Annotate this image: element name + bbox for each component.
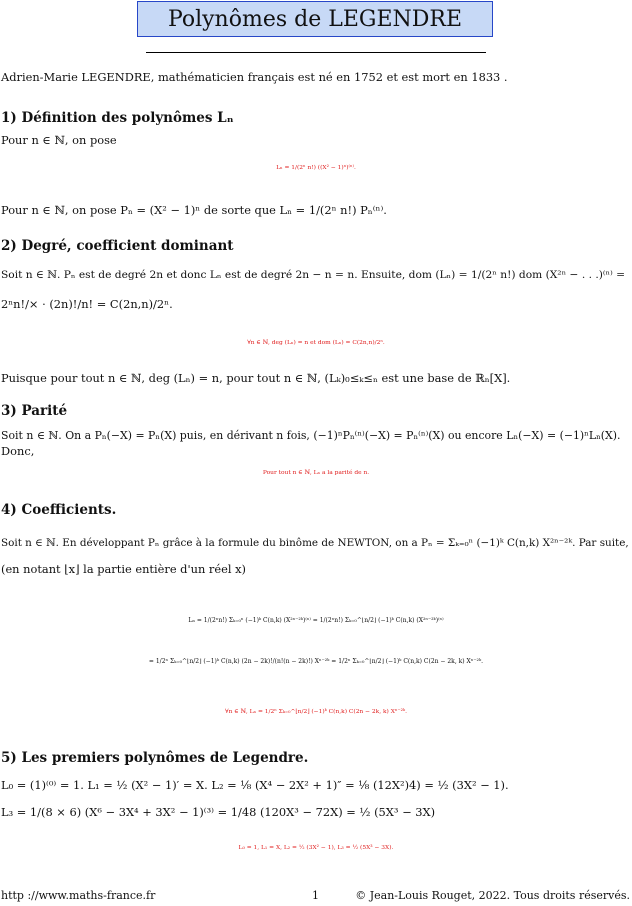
s5-line-2: L₃ = 1/(8 × 6) (X⁶ − 3X⁴ + 3X² − 1)⁽³⁾ = 1/48 (120X³ − 72X) = ½ (5X³ − 3X) xyxy=(1,805,436,819)
s4-line-1: Soit n ∈ ℕ. En développant Pₙ grâce à la formule du binôme de NEWTON, on a Pₙ = Σₖ₌₀ⁿ (−1)ᵏ C(n,k) X²ⁿ⁻²ᵏ. Par suite, xyxy=(1,537,629,549)
s4-equation-2: = 1/2ⁿ Σₖ₌₀^⌊n/2⌋ (−1)ᵏ C(n,k) (2n − 2k)!/(n!(n − 2k)!) Xⁿ⁻²ᵏ = 1/2ⁿ Σₖ₌₀^⌊n/2⌋ (−1)ᵏ C(n,k) C(2n − 2k, k) Xⁿ⁻²ᵏ. xyxy=(148,658,484,665)
s2-formula: ∀n ∈ ℕ, deg (Lₙ) = n et dom (Lₙ) = C(2n,n)/2ⁿ. xyxy=(247,340,385,346)
title-rule xyxy=(146,52,486,53)
footer-url[interactable]: http ://www.maths-france.fr xyxy=(1,889,156,902)
section-3-heading: 3) Parité xyxy=(1,403,68,419)
intro-text: Adrien-Marie LEGENDRE, mathématicien français est né en 1752 et est mort en 1833 . xyxy=(1,70,508,84)
s3-line-1: Soit n ∈ ℕ. On a Pₙ(−X) = Pₙ(X) puis, en dérivant n fois, (−1)ⁿPₙ⁽ⁿ⁾(−X) = Pₙ⁽ⁿ⁾(X) ou encore Lₙ(−X) = (−1)ⁿLₙ(X). xyxy=(1,429,621,442)
s1-line-2: Pour n ∈ ℕ, on pose Pₙ = (X² − 1)ⁿ de sorte que Lₙ = 1/(2ⁿ n!) Pₙ⁽ⁿ⁾. xyxy=(1,203,387,217)
page-title: Polynômes de LEGENDRE xyxy=(167,6,463,32)
s4-line-2: (en notant ⌊x⌋ la partie entière d'un réel x) xyxy=(1,562,246,576)
s4-formula: ∀n ∈ ℕ, Lₙ = 1/2ⁿ Σₖ₌₀^⌊n/2⌋ (−1)ᵏ C(n,k) C(2n − 2k, k) Xⁿ⁻²ᵏ. xyxy=(225,709,407,715)
s3-line-2: Donc, xyxy=(1,444,35,458)
s4-equation-1: Lₙ = 1/(2ⁿn!) Σₖ₌₀ⁿ (−1)ᵏ C(n,k) (X²ⁿ⁻²ᵏ)⁽ⁿ⁾ = 1/(2ⁿn!) Σₖ₌₀^⌊n/2⌋ (−1)ᵏ C(n,k) (X²ⁿ⁻²ᵏ)⁽ⁿ⁾ xyxy=(188,617,444,624)
s2-line-1: Soit n ∈ ℕ. Pₙ est de degré 2n et donc Lₙ est de degré 2n − n = n. Ensuite, dom (Lₙ) = 1/(2ⁿ n!) dom (X²ⁿ − . . .)⁽ⁿ⁾ = xyxy=(1,268,626,281)
s2-line-3: Puisque pour tout n ∈ ℕ, deg (Lₙ) = n, pour tout n ∈ ℕ, (Lₖ)₀≤ₖ≤ₙ est une base de ℝₙ[X]. xyxy=(1,371,511,385)
s5-line-1: L₀ = (1)⁽⁰⁾ = 1. L₁ = ½ (X² − 1)′ = X. L₂ = ⅛ (X⁴ − 2X² + 1)″ = ⅛ (12X²)4) = ½ (3X² − 1). xyxy=(1,778,509,792)
section-4-heading: 4) Coefficients. xyxy=(1,502,117,518)
s3-formula: Pour tout n ∈ ℕ, Lₙ a la parité de n. xyxy=(262,470,370,476)
s1-line-1: Pour n ∈ ℕ, on pose xyxy=(1,133,117,147)
section-1-heading: 1) Définition des polynômes Lₙ xyxy=(1,110,234,126)
footer-page-number: 1 xyxy=(312,889,319,902)
section-2-heading: 2) Degré, coefficient dominant xyxy=(1,238,234,254)
title-box xyxy=(137,1,493,37)
s5-formula: L₀ = 1, L₁ = X, L₂ = ½ (3X² − 1), L₃ = ½ (5X³ − 3X). xyxy=(238,845,394,851)
s2-line-2: 2ⁿn!/× · (2n)!/n! = C(2n,n)/2ⁿ. xyxy=(1,297,173,311)
s1-formula: Lₙ = 1/(2ⁿ n!) ((X² − 1)ⁿ)⁽ⁿ⁾. xyxy=(276,165,356,171)
footer-copyright: © Jean-Louis Rouget, 2022. Tous droits réservés. xyxy=(355,889,630,902)
section-5-heading: 5) Les premiers polynômes de Legendre. xyxy=(1,750,309,766)
